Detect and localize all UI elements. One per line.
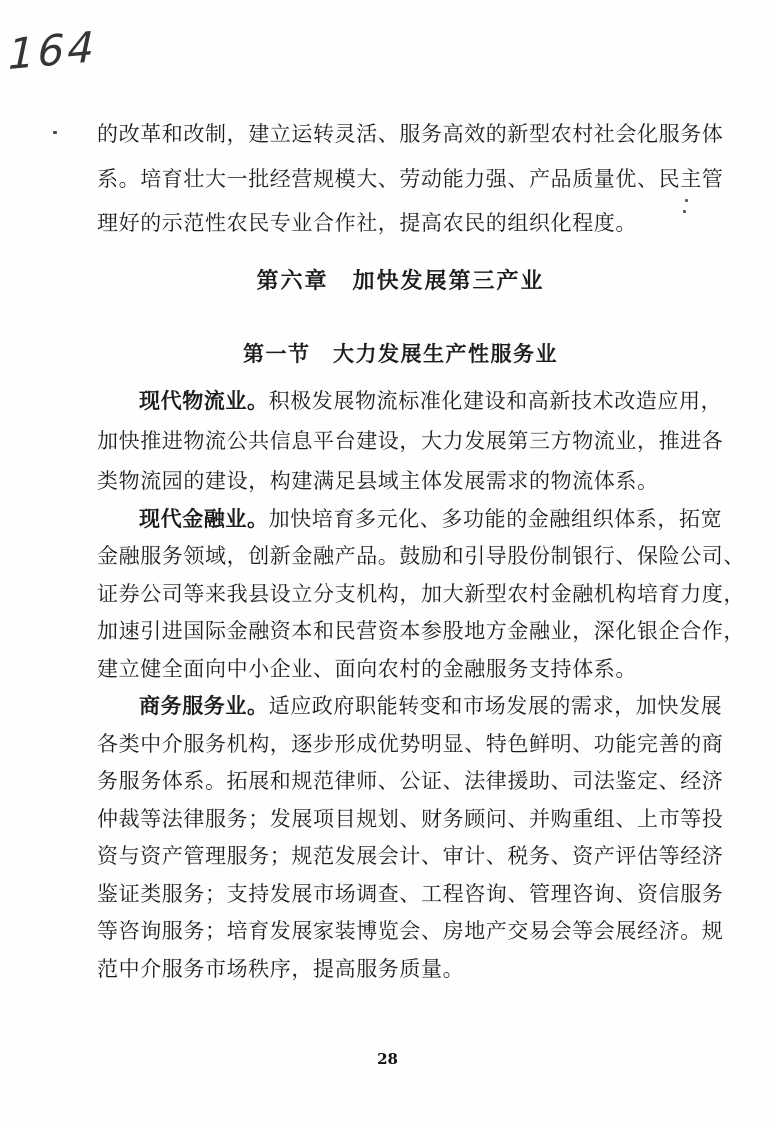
text-line: 各类中介服务机构，逐步形成优势明显、特色鲜明、功能完善的商 <box>97 731 724 756</box>
text-line: 类物流园的建设，构建满足县域主体发展需求的物流体系。 <box>97 468 659 493</box>
paragraph-lead: 商务服务业。 <box>139 694 269 718</box>
text-line: 范中介服务市场秩序，提高服务质量。 <box>97 956 465 981</box>
text-line: 系。培育壮大一批经营规模大、劳动能力强、产品质量优、民主管 <box>97 166 724 191</box>
section-heading: 第一节 大力发展生产性服务业 <box>243 341 558 366</box>
text-line: 建立健全面向中小企业、面向农村的金融服务支持体系。 <box>97 656 637 681</box>
text-line <box>97 688 723 726</box>
text-line: 理好的示范性农民专业合作社，提高农民的组织化程度。 <box>97 211 637 235</box>
paragraph-lead: 现代物流业。 <box>139 388 269 413</box>
text-line: 加快推进物流公共信息平台建设，大力发展第三方物流业，推进各 <box>97 428 724 453</box>
text-line: 仲裁等法律服务；发展项目规划、财务顾问、并购重组、上市等投 <box>97 806 724 831</box>
paragraph-lead: 现代金融业。 <box>139 506 269 531</box>
paragraph-logistics <box>97 381 724 501</box>
paragraph-text: 积极发展物流标准化建设和高新技术改造应用， <box>268 388 723 413</box>
paragraph-text: 加快培育多元化、多功能的金融组织体系，拓宽 <box>268 506 723 531</box>
text-line <box>97 381 723 421</box>
paragraph-business <box>97 688 724 988</box>
text-line <box>97 501 723 539</box>
paragraph-text: 适应政府职能转变和市场发展的需求，加快发展 <box>268 694 723 718</box>
text-line: 鉴证类服务；支持发展市场调查、工程咨询、管理咨询、资信服务 <box>97 881 724 906</box>
text-line: 等咨询服务；培育发展家装博览会、房地产交易会等会展经济。规 <box>97 919 724 943</box>
scan-artifact-dot <box>53 131 57 134</box>
text-line: 务服务体系。拓展和规范律师、公证、法律援助、司法鉴定、经济 <box>97 769 724 793</box>
text-line: 资与资产管理服务；规范发展会计、审计、税务、资产评估等经济 <box>97 844 724 868</box>
handwritten-page-number: 164 <box>7 21 98 80</box>
paragraph-continuation <box>97 112 724 246</box>
text-line: 证券公司等来我县设立分支机构，加大新型农村金融机构培育力度， <box>97 581 745 606</box>
footer-page-number: 28 <box>377 1050 398 1068</box>
text-line: 的改革和改制，建立运转灵活、服务高效的新型农村社会化服务体 <box>97 122 724 146</box>
text-line: 加速引进国际金融资本和民营资本参股地方金融业，深化银企合作， <box>97 619 745 643</box>
text-line: 金融服务领域，创新金融产品。鼓励和引导股份制银行、保险公司、 <box>97 544 745 568</box>
document-body <box>97 112 745 988</box>
paragraph-finance <box>97 501 745 689</box>
chapter-heading: 第六章 加快发展第三产业 <box>256 268 545 294</box>
